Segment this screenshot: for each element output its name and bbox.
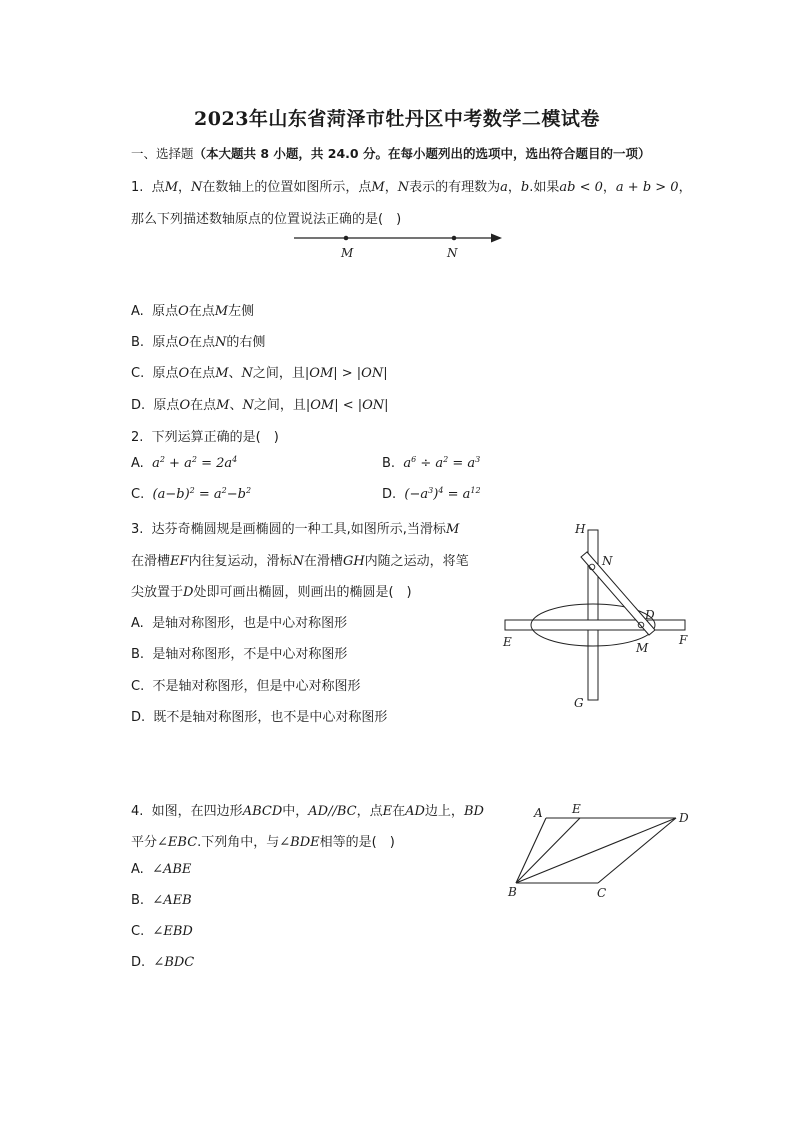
q4-option-b[interactable] [131, 893, 192, 908]
option-var: N [242, 398, 254, 413]
option-text: 左侧 [228, 304, 255, 319]
q2-text: 下列运算正确的是( ) [151, 430, 279, 445]
q1-var: b [520, 180, 530, 195]
option-var: M [214, 304, 229, 319]
q3-var: EF [170, 554, 189, 569]
formula: $a^2 + a^2 = 2a^4$ [152, 455, 238, 471]
arrow-right-icon [491, 234, 502, 243]
option-text: 的右侧 [226, 335, 266, 350]
q3-text: 在滑槽 [303, 554, 343, 569]
option-text: 、 [228, 366, 242, 381]
option-text: 原点 [152, 366, 179, 381]
q1-var: N [191, 180, 203, 195]
label-a: A [534, 806, 543, 820]
option-text: 原点 [152, 304, 179, 319]
label-n: N [602, 554, 613, 568]
q1-var: a [500, 180, 508, 195]
option-var: N [241, 366, 253, 381]
label-m: M [636, 641, 649, 655]
q4-var: AD [405, 804, 425, 819]
slot-crossing [589, 621, 598, 630]
q1-text: ， [507, 180, 521, 195]
label-d: D [645, 608, 655, 622]
q4-option-a[interactable] [131, 862, 191, 877]
label-n: N [447, 246, 458, 260]
label-e: E [572, 802, 581, 816]
q3-option-a[interactable] [131, 612, 347, 631]
option-text: 是轴对称图形，也是中心对称图形 [152, 616, 348, 631]
option-text: 、 [229, 398, 243, 413]
q4-line2 [131, 831, 395, 850]
q3-option-d[interactable] [131, 706, 387, 725]
option-letter: A. [131, 456, 144, 471]
option-letter: B. [131, 335, 145, 350]
option-var: N [215, 335, 227, 350]
q1-text: ， [602, 180, 616, 195]
section-header [131, 144, 650, 162]
option-var: O [178, 335, 190, 350]
q1-var: M [164, 180, 178, 195]
q3-var: D [183, 585, 194, 600]
q4-text: 在 [392, 804, 406, 819]
q4-var: BD [463, 804, 484, 819]
q3-text: 内随之运动，将笔 [364, 554, 469, 569]
q4-var: AD//BC [308, 804, 357, 819]
q4-text: 平分 [131, 835, 158, 850]
q4-text: ，点 [356, 804, 383, 819]
q1-text: .如果 [529, 180, 560, 195]
section-desc: （本大题共 8 小题，共 24.0 分。在每小题列出的选项中，选出符合题目的一项） [193, 146, 651, 161]
q3-ellipsograph-figure [495, 515, 695, 715]
option-relation: |OM| > |ON| [304, 366, 388, 381]
q2-stem [131, 426, 279, 445]
option-letter: C. [131, 924, 145, 939]
option-letter: D. [382, 487, 397, 502]
q1-var: N [397, 180, 410, 195]
q2-option-a[interactable] [131, 456, 237, 471]
q4-var: ∠BDE [279, 835, 320, 850]
q3-text: 达芬奇椭圆规是画椭圆的一种工具,如图所示,当滑标 [151, 522, 446, 537]
q4-text: .下列角中，与 [197, 835, 280, 850]
q1-text: ， [384, 180, 398, 195]
q3-var: N [292, 554, 304, 569]
option-angle: ∠EBD [152, 924, 193, 939]
option-angle: ∠ABE [152, 862, 192, 877]
option-letter: A. [131, 304, 144, 319]
segment-be [516, 818, 580, 883]
label-b: B [508, 885, 517, 899]
q1-line1 [131, 176, 692, 195]
q3-text: 内往复运动，滑标 [188, 554, 293, 569]
q4-number: 4. [131, 804, 144, 819]
option-text: 不是轴对称图形，但是中心对称图形 [152, 679, 361, 694]
label-h: H [575, 522, 586, 536]
option-letter: C. [131, 487, 145, 502]
q1-text: ， [178, 180, 192, 195]
label-e: E [503, 635, 512, 649]
formula: $a^6 \div a^2 = a^3$ [403, 455, 481, 471]
option-text: 原点 [153, 398, 180, 413]
point-n [452, 236, 457, 241]
q1-number-line-figure [290, 228, 505, 264]
q4-option-d[interactable] [131, 955, 194, 970]
q1-text: 点 [151, 180, 165, 195]
option-var: M [216, 398, 230, 413]
q4-option-c[interactable] [131, 924, 193, 939]
q3-option-c[interactable] [131, 675, 361, 694]
option-letter: D. [131, 955, 146, 970]
page-title: 2023年山东省菏泽市牡丹区中考数学二模试卷 [194, 108, 600, 130]
point-m [344, 236, 349, 241]
q3-text: 尖放置于 [131, 585, 184, 600]
q2-option-d[interactable] [382, 487, 481, 502]
segment-ab [516, 818, 546, 883]
q1-option-c[interactable] [131, 362, 388, 381]
label-d: D [679, 811, 689, 825]
option-text: 是轴对称图形，不是中心对称图形 [152, 647, 348, 662]
q1-option-b[interactable] [131, 331, 265, 350]
q3-var: GH [342, 554, 365, 569]
q4-quadrilateral-figure [500, 798, 700, 900]
option-var: O [179, 398, 191, 413]
q4-text: 边上， [424, 804, 464, 819]
q3-line3 [131, 581, 412, 600]
q1-option-a[interactable] [131, 300, 254, 319]
q3-text: 处即可画出椭圆，则画出的椭圆是( ) [193, 585, 412, 600]
q3-var: M [445, 522, 460, 537]
option-letter: B. [131, 647, 145, 662]
option-var: M [215, 366, 229, 381]
option-var: O [178, 304, 189, 319]
q1-condition: ab < 0 [559, 180, 603, 195]
q3-line1 [131, 518, 459, 537]
option-text: 既不是轴对称图形，也不是中心对称图形 [153, 710, 388, 725]
q4-text: 相等的是( ) [319, 835, 395, 850]
q1-text: 表示的有理数为 [409, 180, 501, 195]
option-angle: ∠BDC [153, 955, 195, 970]
q4-var: ABCD [242, 804, 283, 819]
option-text: 在点 [189, 335, 216, 350]
q2-option-c[interactable] [131, 487, 251, 502]
option-letter: C. [131, 679, 145, 694]
q1-text: 在数轴上的位置如图所示，点 [202, 180, 372, 195]
option-relation: |OM| < |ON| [305, 398, 389, 413]
q3-line2 [131, 550, 469, 569]
label-f: F [679, 633, 688, 647]
option-letter: B. [382, 456, 396, 471]
option-letter: A. [131, 616, 144, 631]
q1-var: M [371, 180, 385, 195]
section-label: 一、选择题 [131, 146, 194, 161]
q3-number: 3. [131, 522, 144, 537]
segment-cd [598, 818, 676, 883]
formula: $(-a^3)^4 = a^{12}$ [404, 486, 481, 502]
q4-text: 如图，在四边形 [151, 804, 243, 819]
q4-line1 [131, 800, 484, 819]
option-letter: C. [131, 366, 145, 381]
option-text: 原点 [152, 335, 179, 350]
option-letter: B. [131, 893, 145, 908]
option-text: 之间，且 [253, 398, 306, 413]
q1-condition: a + b > 0 [615, 180, 679, 195]
option-var: O [178, 366, 190, 381]
q1-number: 1. [131, 180, 144, 195]
label-g: G [574, 696, 584, 710]
q3-option-b[interactable] [131, 643, 347, 662]
option-text: 在点 [188, 304, 215, 319]
option-letter: A. [131, 862, 144, 877]
option-text: 在点 [190, 398, 217, 413]
q2-number: 2. [131, 430, 144, 445]
option-letter: D. [131, 398, 146, 413]
option-letter: D. [131, 710, 146, 725]
q2-option-b[interactable] [382, 456, 480, 471]
q3-text: 在滑槽 [131, 554, 171, 569]
q1-text: ， [678, 180, 692, 195]
option-text: 在点 [189, 366, 216, 381]
q4-var: ∠EBC [157, 835, 198, 850]
option-angle: ∠AEB [152, 893, 192, 908]
option-text: 之间，且 [252, 366, 305, 381]
segment-bd [516, 818, 676, 883]
q4-var: E [382, 804, 393, 819]
label-c: C [597, 886, 607, 900]
q1-line2: 那么下列描述数轴原点的位置说法正确的是( ) [131, 212, 402, 227]
q1-option-d[interactable] [131, 394, 389, 413]
label-m: M [341, 246, 354, 260]
q4-text: 中， [282, 804, 309, 819]
formula: $(a-b)^2 = a^2-b^2$ [152, 486, 252, 502]
